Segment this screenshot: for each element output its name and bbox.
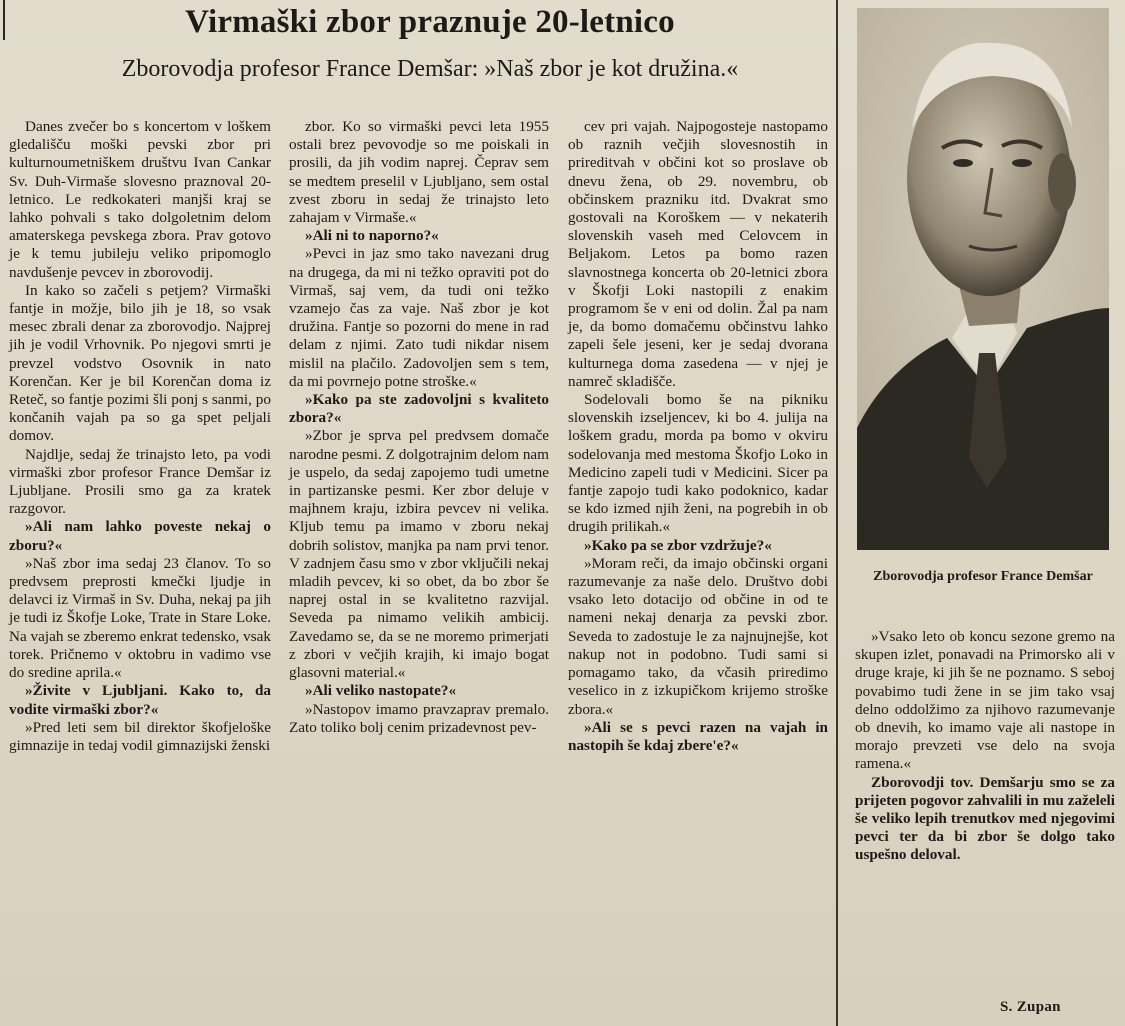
paragraph: Sodelovali bomo še na pikniku slovenskih izseljencev, ki bo 4. julija na loškem gradu, morda pa bomo v okviru sodelovanja med mestoma Škofjo Loko in Medicino zapeli tudi v Medicini. Sicer pa fantje zapojo tudi kako podoknico, kadar se kdo izmed njih ženi, na pogrebih in ob drugih prilikah.« (568, 391, 828, 536)
paragraph: »Naš zbor ima sedaj 23 članov. To so predvsem preprosti kmečki ljudje in delavci iz Virmaš in Sv. Duha, nekaj pa jih je tudi iz Škofje Loke, Trate in Stare Loke. Na vajah se zberemo enkrat tedensko, vsak torek. Pričnemo v oktobru in vadimo vse do sredine aprila.« (9, 554, 271, 682)
paragraph: »Pevci in jaz smo tako navezani drug na drugega, da mi ni težko opraviti pot do Virmaš, saj vem, da tudi oni težko vzamejo čas za vaje. Naš zbor je kot družina. Fantje so pozorni do mene in rad delam z njimi. Zato tudi nikdar nisem mislil na plačilo. Zadovoljen sem s tem, da mi povrnejo potne stroške.« (289, 245, 549, 390)
paragraph: »Vsako leto ob koncu sezone gremo na skupen izlet, ponavadi na Primorsko ali v druge kraje, ki jih še ne poznamo. S seboj povabimo tudi žene in se jim tako vsaj delno oddolžimo za njihovo razumevanje ob dnevih, ko imamo vaje ali nastope in morajo prevzeti vse delo na svoja ramena.« (855, 628, 1115, 773)
portrait-photo (857, 8, 1109, 550)
interview-question: »Ali se s pevci razen na vajah in nastopih še kdaj zbere'e?« (568, 718, 828, 754)
article-column-4 (855, 628, 1115, 865)
paragraph: »Pred leti sem bil direktor škofjeloške gimnazije in tedaj vodil gimnazijski ženski (9, 718, 271, 754)
interview-question: »Ali nam lahko poveste nekaj o zboru?« (9, 518, 271, 554)
paragraph: Zborovodji tov. Demšarju smo se za prijeten pogovor zahvalili in mu zaželeli še veliko lepih trenutkov med njegovimi pevci ter da bi zbor še dolgo tako uspešno deloval. (855, 773, 1115, 864)
interview-question: »Ali veliko nastopate?« (305, 682, 457, 700)
column-divider (836, 0, 838, 1026)
article-column-2 (289, 118, 549, 737)
interview-question: »Kako pa se zbor vzdržuje?« (584, 536, 772, 554)
paragraph: Danes zvečer bo s koncertom v loškem gledališču moški pevski zbor pri kulturnoumetniškem društvu Ivan Cankar Sv. Duh-Virmaše slovesno praznoval 20-letnico. Le redkokateri manjši kraj se lahko pohvali s tako dolgoletnim delom amaterskega pevskega zbora. Prav gotovo je k temu jubileju veliko pripomoglo navdušenje pevcev in zborovodij. (9, 118, 271, 281)
interview-question: »Živite v Ljubljani. Kako to, da vodite virmaški zbor?« (9, 682, 271, 718)
paragraph: In kako so začeli s petjem? Virmaški fantje in možje, bilo jih je 18, so vsak mesec zbrali denar za zborovodjo. Najprej jih je vodil Vrhovnik. Po njegovi smrti je prevzel vodstvo Osovnik in nato Korenčan. Ker je bil Korenčan doma iz Reteč, so fantje pozimi šli ponj s sanmi, po končanih vajah pa so ga spet peljali domov. (9, 281, 271, 445)
article-column-3 (568, 118, 828, 755)
interview-question: »Kako pa ste zadovoljni s kvaliteto zbora?« (289, 391, 549, 427)
photo-caption: Zborovodja profesor France Demšar (873, 569, 1093, 584)
paragraph: »Moram reči, da imajo občinski organi razumevanje za naše delo. Društvo dobi vsako leto dotacijo od občine in od te nameni nekaj denarja za pevski zbor. Seveda to zadostuje le za najnujnejše, kot nakup not in podobno. Tudi sami si pomagamo tako, da včasih priredimo veselico in z izkupičkom krijemo stroške zbora.« (568, 554, 828, 718)
paragraph: cev pri vajah. Najpogosteje nastopamo ob raznih večjih slovesnostih in prireditvah v občini kot so proslave ob dnevu žena, ob 29. novembru, ob občinskem prazniku itd. Dvakrat smo gostovali na Koroškem — v nekaterih slovenskih vaseh med Celovcem in Beljakom. Letos pa bomo razen slavnostnega koncerta ob 20-letnici zbora v Škofji Loki nastopili z enakim programom še v eni od dolin. Žal pa nam je, da bomo domačemu občinstvu lahko zapeli šele jeseni, ker je sedaj dvorana kulturnega doma zasedena — v njej je namreč skladišče. (568, 118, 828, 390)
interview-question: »Ali ni to naporno?« (305, 227, 439, 245)
paragraph: »Zbor je sprva pel predvsem domače narodne pesmi. Z dolgotrajnim delom nam je uspelo, da sedaj zapojemo tudi umetne in partizanske pesmi. Ker zbor deluje v majhnem kraju, izbira pevcev ni velika. Kljub temu pa imamo v zboru nekaj dobrih solistov, manjka pa nam prvi tenor. V zadnjem času smo v zbor vključili nekaj mladih pevcev, ki so obet, da bo zbor še naprej ostal in se kvalitetno razvijal. Seveda pa nimamo velikih ambicij. Zavedamo se, da se ne moremo primerjati z zbori v večjih krajih, ki imajo bogat glasovni material.« (289, 427, 549, 682)
subheadline: Zborovodja profesor France Demšar: »Naš zbor je kot družina.« (121, 56, 739, 82)
paragraph: Najdlje, sedaj že trinajsto leto, pa vodi virmaški zbor profesor France Demšar iz Ljubljane. Prosili smo ga za kratek razgovor. (9, 445, 271, 518)
article-column-1 (9, 118, 271, 755)
headline: Virmaški zbor praznuje 20-letnico (185, 4, 675, 40)
author-signature: S. Zupan (1000, 999, 1061, 1015)
left-edge-rule (3, 0, 5, 40)
portrait-image (857, 8, 1109, 550)
paragraph: zbor. Ko so virmaški pevci leta 1955 ostali brez pevovodje so me poiskali in prosili, da jih vodim naprej. Čeprav sem se medtem preselil v Ljubljano, sem ostal zvest zboru in sedaj že trinajsto leto zahajam v Virmaše.« (289, 118, 549, 227)
paragraph: »Nastopov imamo pravzaprav premalo. Zato toliko bolj cenim prizadevnost pev- (289, 700, 549, 736)
